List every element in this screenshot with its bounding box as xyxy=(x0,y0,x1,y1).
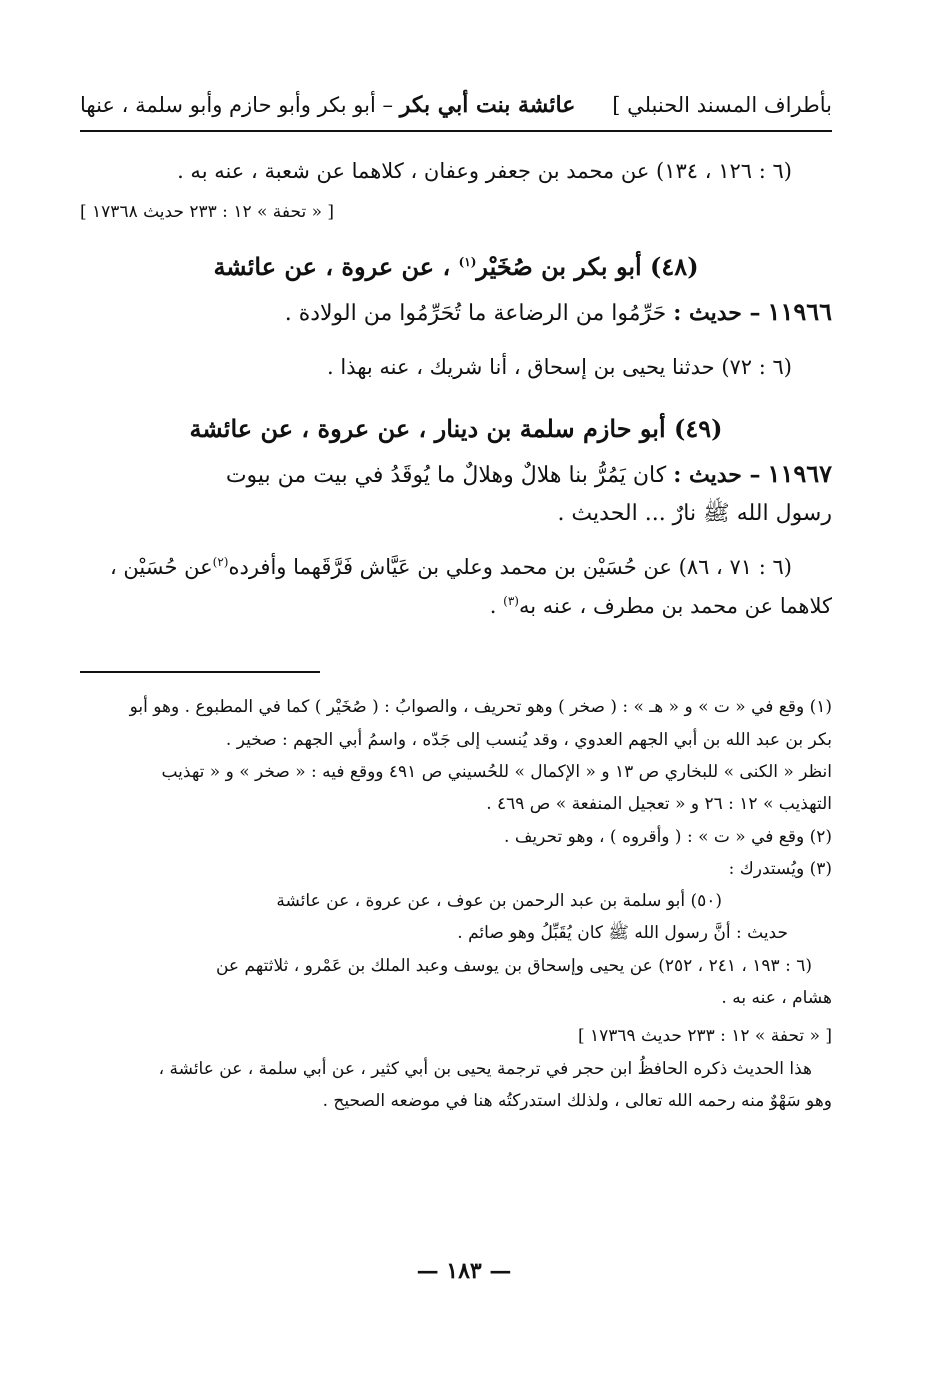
footnote-3-reference: [ « تحفة » ١٢ : ٢٣٣ حديث ١٧٣٦٩ ] xyxy=(577,1026,832,1047)
chain-text: (٦ : ٧١ ، ٨٦) عن حُسَيْن بن محمد وعلي بن عَيَّاش فَرَّقَهما وأفرده xyxy=(228,554,792,579)
chain-line: (٦ : ٧٢) حدثنا يحيى بن إسحاق ، أنا شريك ، عنه بهذا . xyxy=(327,354,792,379)
hadith-number: ١١٩٦٦ xyxy=(767,297,832,327)
footnote-separator xyxy=(80,671,320,673)
header-center xyxy=(80,92,575,118)
page-number: — ١٨٣ — xyxy=(416,1258,512,1284)
footnote-1-cont: انظر « الكنى » للبخاري ص ١٣ و « الإكمال » للحُسيني ص ٤٩١ ووقع فيه : « صخر » و « تهذيب xyxy=(161,761,832,782)
hadith-11966 xyxy=(80,291,832,334)
chain-line xyxy=(80,587,832,627)
footnote-marker-3: (٣) xyxy=(503,594,519,609)
footnote-3-chain-cont: هشام ، عنه به . xyxy=(721,988,832,1009)
footnote-3-hadith: حديث : أنَّ رسول الله ﷺ كان يُقَبِّلُ وهو صائم . xyxy=(457,923,788,944)
footnote-3-note: هذا الحديث ذكره الحافظُ ابن حجر في ترجمة يحيى بن أبي كثير ، عن أبي سلمة ، عن عائشة ، xyxy=(158,1058,812,1079)
footnote-1-cont: بكر بن عبد الله بن أبي الجهم العدوي ، وقد يُنسب إلى جَدّه ، واسمُ أبي الجهم : صخير . xyxy=(225,729,832,750)
header-topic: – أبو بكر وأبو حازم وأبو سلمة ، عنها xyxy=(80,93,393,117)
hadith-label: – حديث : xyxy=(673,461,761,488)
header-narrator: عائشة بنت أبي بكر xyxy=(399,92,576,118)
footnote-3-chain: (٦ : ١٩٣ ، ٢٤١ ، ٢٥٢) عن يحيى وإسحاق بن يوسف وعبد الملك بن عَمْرو ، ثلاثتهم عن xyxy=(215,955,812,976)
footnote-marker-2: (٢) xyxy=(212,554,229,569)
tuhfa-reference: [ « تحفة » ١٢ : ٢٣٣ حديث ١٧٣٦٨ ] xyxy=(80,201,335,222)
section-48-chain: ، عن عروة ، عن عائشة xyxy=(213,252,451,282)
chain-line: (٦ : ١٢٦ ، ١٣٤) عن محمد بن جعفر وعفان ، كلاهما عن شعبة ، عنه به . xyxy=(177,159,792,183)
footnote-1: (١) وقع في « ت » و « هـ » : ( صخر ) وهو تحريف ، والصوابُ : ( صُخَيْر ) كما في المطبوع . وهو أبو xyxy=(129,697,832,718)
hadith-label: – حديث : xyxy=(673,300,761,327)
hadith-number: ١١٩٦٧ xyxy=(767,458,832,488)
hadith-text-continued: رسول الله ﷺ نارٌ ... الحديث . xyxy=(557,501,832,527)
section-title-49: (٤٩) أبو حازم سلمة بن دينار ، عن عروة ، عن عائشة xyxy=(189,413,723,443)
footnote-3-note-cont: وهو سَهْوٌ منه رحمه الله تعالى ، ولذلك استدركتُه هنا في موضعه الصحيح . xyxy=(322,1090,832,1111)
footnote-marker-1: (١) xyxy=(458,255,477,270)
footnote-2: (٢) وقع في « ت » : ( وأقروه ) ، وهو تحريف . xyxy=(504,826,832,847)
chain-line xyxy=(80,548,832,588)
footnote-1-cont: التهذيب » ١٢ : ٢٦ و « تعجيل المنفعة » ص ٤٦٩ . xyxy=(486,794,832,815)
running-header xyxy=(80,92,832,132)
header-book: بأطراف المسند الحنبلي ] xyxy=(612,93,832,117)
footnote-3: (٣) ويُستدرك : xyxy=(728,858,832,879)
hadith-text: كان يَمُرُّ بنا هلالٌ وهلالٌ ما يُوقَدُ في بيت من بيوت xyxy=(225,462,667,488)
section-title-48 xyxy=(80,252,832,281)
footnote-3-title: (٥٠) أبو سلمة بن عبد الرحمن بن عوف ، عن عروة ، عن عائشة xyxy=(276,891,722,912)
hadith-11967 xyxy=(80,453,832,534)
section-48-name: (٤٨) أبو بكر بن صُخَيْر xyxy=(476,252,699,282)
chain-text: . xyxy=(489,594,497,619)
footnotes xyxy=(80,691,832,1117)
page xyxy=(80,92,832,1117)
hadith-text: حَرِّمُوا من الرضاعة ما تُحَرِّمُوا من الولادة . xyxy=(284,301,667,327)
chain-text: عن حُسَيْن ، xyxy=(109,554,213,579)
chain-text: كلاهما عن محمد بن مطرف ، عنه به xyxy=(518,594,832,619)
